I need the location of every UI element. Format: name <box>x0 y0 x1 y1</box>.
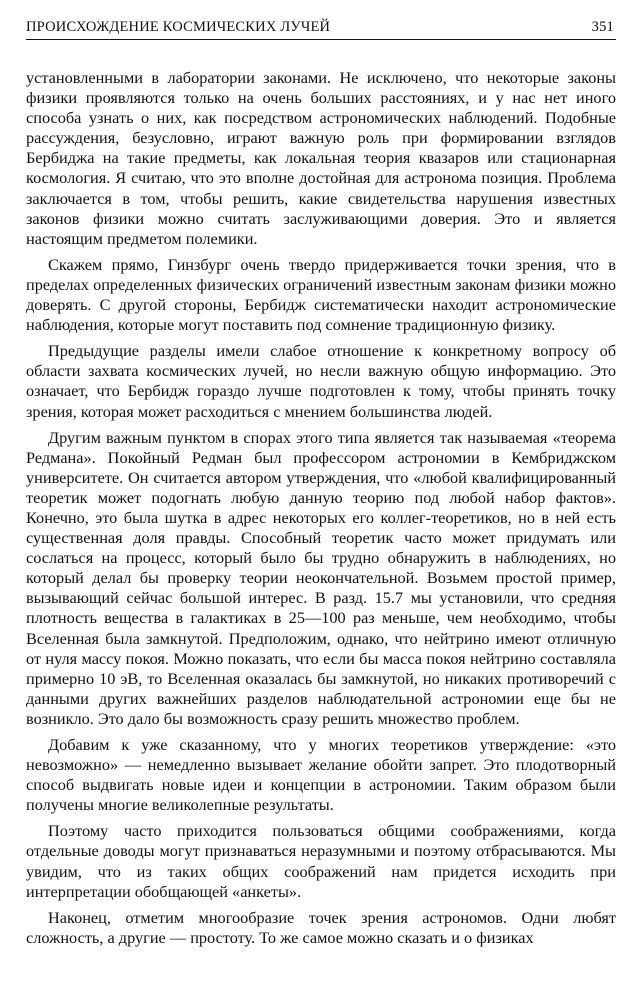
paragraph: Добавим к уже сказанному, что у многих теоретиков утверждение: «это невозможно» — немедленно вызывает желание обойти запрет. Это плодотворный способ выдвигать новые идеи и концепции в астрономии. Таким образом были получены многие великолепные результаты. <box>26 735 616 815</box>
paragraph: установленными в лаборатории законами. Не исключено, что некоторые законы физики проявляются только на очень больших расстояниях, и у нас нет иного способа узнать о них, как посредством астрономических наблюдений. Подобные рассуждения, безусловно, играют важную роль при формировании взглядов Бербиджа на такие предметы, как локальная теория квазаров или стационарная космология. Я считаю, что это вполне достойная для астронома позиция. Проблема заключается в том, чтобы решить, какие свидетельства нарушения известных законов физики можно считать заслуживающими доверия. Это и является настоящим предметом полемики. <box>26 68 616 248</box>
page-number: 351 <box>591 19 614 35</box>
paragraph: Другим важным пунктом в спорах этого типа является так называемая «теорема Редмана». Покойный Редман был профессором астрономии в Кембриджском университете. Он считается автором утверждения, что «любой квалифицированный теоретик может подогнать любую данную теорию под любой набор фактов». Конечно, это была шутка в адрес некоторых его коллег-теоретиков, но в ней есть существенная доля правды. Способный теоретик часто может придумать или сослаться на процесс, который было бы трудно обнаружить в наблюдениях, но который делал бы проверку теории неокончательной. Возьмем простой пример, вызывающий сейчас большой интерес. В разд. 15.7 мы установили, что средняя плотность вещества в галактиках в 25—100 раз меньше, чем необходимо, чтобы Вселенная была замкнутой. Предположим, однако, что нейтрино имеют отличную от нуля массу покоя. Можно показать, что если бы масса покоя нейтрино составляла примерно 10 эВ, то Вселенная оказалась бы замкнутой, но никаких противоречий с данными других важнейших разделов наблюдательной астрономии еще бы не возникло. Это дало бы возможность сразу решить множество проблем. <box>26 427 616 728</box>
running-title: ПРОИСХОЖДЕНИЕ КОСМИЧЕСКИХ ЛУЧЕЙ <box>26 19 331 35</box>
paragraph: Скажем прямо, Гинзбург очень твердо придерживается точки зрения, что в пределах определенных физических ограничений известным законам физики можно доверять. С другой стороны, Бербидж систематически находит астрономические наблюдения, которые могут поставить под сомнение традиционную физику. <box>26 254 616 335</box>
book-page <box>26 14 616 948</box>
body-text <box>26 68 616 948</box>
paragraph: Поэтому часто приходится пользоваться общими соображениями, когда отдельные доводы могут признаваться неразумными и поэтому отбрасываются. Мы увидим, что из таких общих соображений нам придется исходить при интерпретации обобщающей «анкеты». <box>26 821 616 901</box>
paragraph: Наконец, отметим многообразие точек зрения астрономов. Одни любят сложность, а другие — простоту. То же самое можно сказать и о физиках <box>26 907 616 947</box>
running-header <box>26 14 616 40</box>
paragraph: Предыдущие разделы имели слабое отношение к конкретному вопросу об области захвата космических лучей, но несли важную общую информацию. Это означает, что Бербидж гораздо лучше подготовлен к тому, чтобы принять точку зрения, которая может расходиться с мнением большинства людей. <box>26 341 616 421</box>
